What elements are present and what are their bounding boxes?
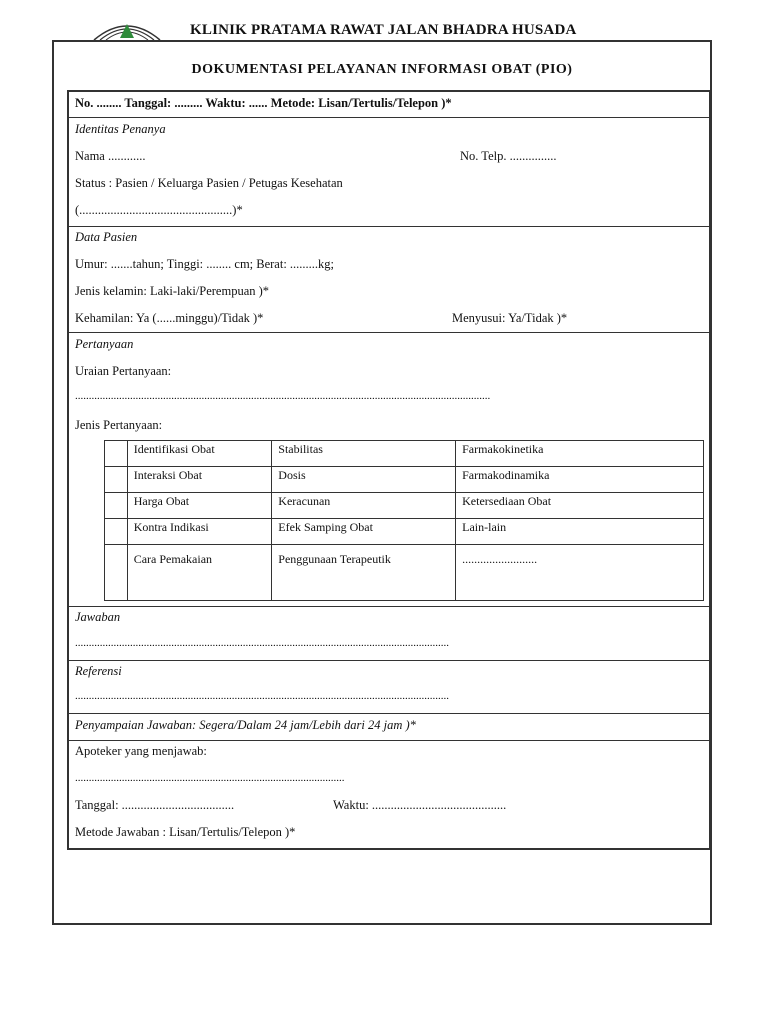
table-cell[interactable]: Efek Samping Obat xyxy=(272,519,456,545)
apoteker-field[interactable]: .................................................................................................. xyxy=(75,772,345,784)
table-cell[interactable]: Keracunan xyxy=(272,493,456,519)
menyusui-field[interactable]: Menyusui: Ya/Tidak )* xyxy=(452,311,568,325)
nama-field[interactable]: Nama ............ xyxy=(75,149,146,163)
table-cell[interactable]: Farmakodinamika xyxy=(456,467,704,493)
table-row xyxy=(105,467,704,493)
table-cell xyxy=(105,441,128,467)
meta-line: No. ........ Tanggal: ......... Waktu: ...... Metode: Lisan/Tertulis/Telepon )* xyxy=(75,96,452,110)
table-row xyxy=(105,519,704,545)
table-cell[interactable]: ......................... xyxy=(456,545,704,601)
form-title: DOKUMENTASI PELAYANAN INFORMASI OBAT (PIO) xyxy=(191,62,573,77)
pasien-section-label: Data Pasien xyxy=(75,230,138,244)
penyampaian-field[interactable]: Penyampaian Jawaban: Segera/Dalam 24 jam/Lebih dari 24 jam )* xyxy=(75,718,416,732)
jenis-kelamin-field[interactable]: Jenis kelamin: Laki-laki/Perempuan )* xyxy=(75,284,270,298)
divider xyxy=(67,660,711,661)
table-cell[interactable]: Lain-lain xyxy=(456,519,704,545)
divider xyxy=(67,226,711,227)
table-cell[interactable]: Kontra Indikasi xyxy=(127,519,272,545)
table-cell[interactable]: Interaksi Obat xyxy=(127,467,272,493)
jawaban-field[interactable]: ........................................................................................................................................ xyxy=(75,637,449,649)
table-row xyxy=(105,441,704,467)
penanya-section-label: Identitas Penanya xyxy=(75,122,166,136)
clinic-name: KLINIK PRATAMA RAWAT JALAN BHADRA HUSADA xyxy=(190,22,577,38)
table-cell[interactable]: Ketersediaan Obat xyxy=(456,493,704,519)
table-cell[interactable]: Farmakokinetika xyxy=(456,441,704,467)
divider xyxy=(67,740,711,741)
clinic-logo-icon xyxy=(92,16,162,42)
divider xyxy=(67,606,711,607)
umur-field[interactable]: Umur: .......tahun; Tinggi: ........ cm; Berat: .........kg; xyxy=(75,257,335,271)
referensi-section-label: Referensi xyxy=(75,664,122,678)
table-cell[interactable]: Harga Obat xyxy=(127,493,272,519)
table-row xyxy=(105,493,704,519)
table-cell xyxy=(105,519,128,545)
divider xyxy=(67,713,711,714)
waktu-field[interactable]: Waktu: ........................................... xyxy=(333,798,507,812)
metode-jawaban-field[interactable]: Metode Jawaban : Lisan/Tertulis/Telepon )* xyxy=(75,825,296,839)
status-other-field[interactable]: (.................................................)* xyxy=(75,203,243,217)
table-cell[interactable]: Dosis xyxy=(272,467,456,493)
jenis-pertanyaan-table xyxy=(104,440,704,601)
table-cell xyxy=(105,545,128,601)
pertanyaan-section-label: Pertanyaan xyxy=(75,337,134,351)
table-cell[interactable]: Penggunaan Terapeutik xyxy=(272,545,456,601)
table-cell[interactable]: Cara Pemakaian xyxy=(127,545,272,601)
divider xyxy=(67,117,711,118)
telp-field[interactable]: No. Telp. ............... xyxy=(460,149,557,163)
table-cell xyxy=(105,467,128,493)
table-cell[interactable]: Stabilitas xyxy=(272,441,456,467)
apoteker-label: Apoteker yang menjawab: xyxy=(75,744,207,758)
table-row xyxy=(105,545,704,601)
kehamilan-field[interactable]: Kehamilan: Ya (......minggu)/Tidak )* xyxy=(75,311,264,325)
status-field[interactable]: Status : Pasien / Keluarga Pasien / Petugas Kesehatan xyxy=(75,176,343,190)
uraian-field[interactable]: ....................................................................................................................................................... xyxy=(75,390,491,402)
jawaban-section-label: Jawaban xyxy=(75,610,121,624)
uraian-label: Uraian Pertanyaan: xyxy=(75,364,172,378)
table-cell[interactable]: Identifikasi Obat xyxy=(127,441,272,467)
divider xyxy=(67,332,711,333)
table-cell xyxy=(105,493,128,519)
tanggal-field[interactable]: Tanggal: .................................... xyxy=(75,798,235,812)
referensi-field[interactable]: ........................................................................................................................................ xyxy=(75,690,449,702)
jenis-label: Jenis Pertanyaan: xyxy=(75,418,163,432)
